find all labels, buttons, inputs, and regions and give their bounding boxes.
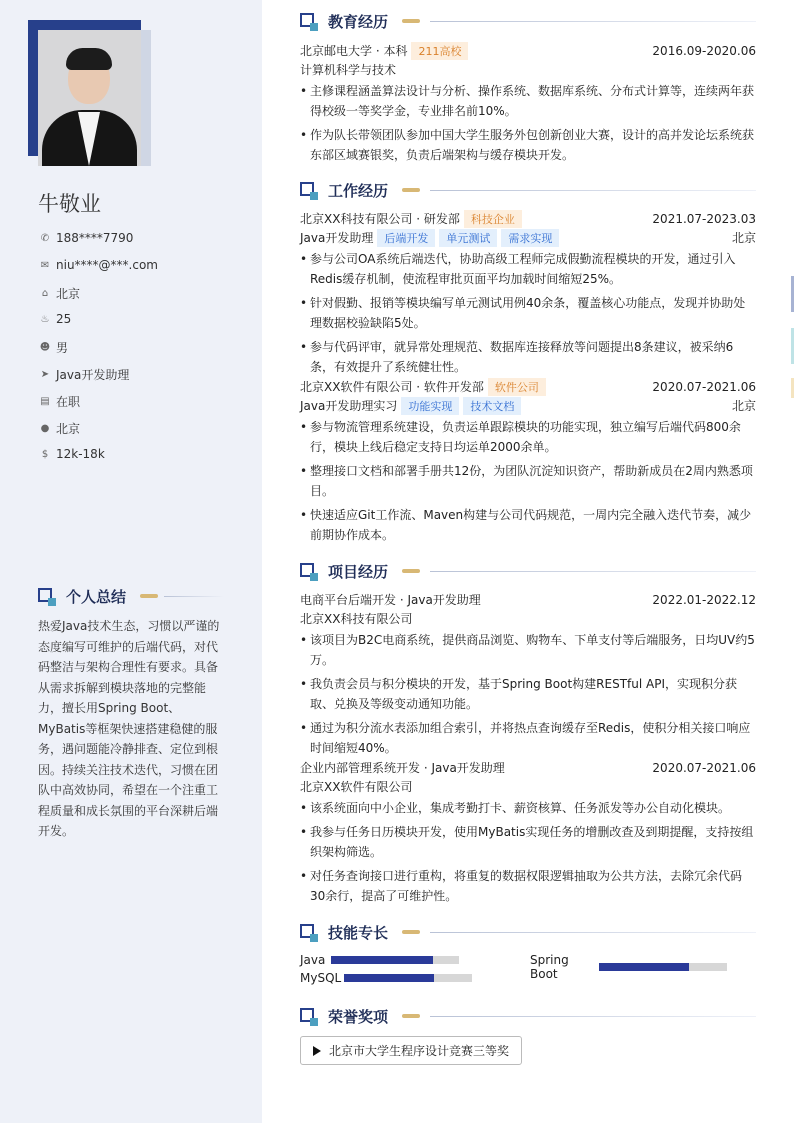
- section-square-icon: [300, 13, 314, 27]
- list-item: • 主修课程涵盖算法设计与分析、操作系统、数据库系统、分布式计算等，连续两年获得校级一等奖学金，专业排名前10%。: [300, 81, 756, 121]
- map-pin-icon: ●: [40, 423, 50, 434]
- section-square-icon: [300, 1008, 314, 1022]
- project-name: 企业内部管理系统开发 · Java开发助理: [300, 761, 505, 775]
- company-tag: 软件公司: [488, 378, 546, 396]
- company-tag: 科技企业: [464, 210, 522, 228]
- section-accent-bar: [402, 188, 420, 192]
- section-square-icon: [300, 924, 314, 938]
- list-item: • 该项目为B2C电商系统，提供商品浏览、购物车、下单支付等后端服务，日均UV约5万。: [300, 630, 756, 670]
- info-salary: $ 12k-18k: [38, 447, 105, 461]
- education-period: 2016.09-2020.06: [652, 43, 756, 58]
- section-divider: [430, 1016, 756, 1017]
- avatar: [38, 30, 141, 166]
- list-item: • 通过为积分流水表添加组合索引，并将热点查询缓存至Redis，使积分相关接口响应时间缩短40%。: [300, 718, 756, 758]
- skill-track: [344, 974, 472, 982]
- coin-icon: $: [41, 448, 49, 460]
- section-accent-bar: [140, 594, 158, 598]
- skill-name: MySQL: [300, 971, 342, 985]
- project-name: 电商平台后端开发 · Java开发助理: [300, 593, 481, 607]
- section-accent-bar: [402, 930, 420, 934]
- list-item: • 我负责会员与积分模块的开发，基于Spring Boot构建RESTful API，实现积分获取、兑换及等级变动通知功能。: [300, 674, 756, 714]
- send-icon: ➤: [40, 369, 50, 380]
- skill-tag: 技术文档: [463, 397, 521, 415]
- info-phone: ✆ 188****7790: [38, 231, 133, 245]
- school-tag: 211高校: [411, 42, 468, 60]
- project-entry: [300, 590, 756, 762]
- company-name: 北京XX软件有限公司 · 软件开发部: [300, 380, 484, 394]
- skill-tag: 功能实现: [401, 397, 459, 415]
- section-square-icon: [300, 563, 314, 577]
- home-icon: ⌂: [41, 288, 49, 299]
- skill-mysql: [300, 971, 472, 985]
- info-intent-city: ● 北京: [38, 420, 80, 437]
- list-item: • 参与物流管理系统建设，负责运单跟踪模块的功能实现，独立编写后端代码800余行，模块上线后稳定支持日均运单2000余单。: [300, 417, 756, 457]
- skill-spring-boot: [530, 953, 727, 981]
- education-title: 教育经历: [328, 13, 389, 31]
- skill-level-bar: [344, 974, 434, 982]
- list-item: • 参与代码评审，就异常处理规范、数据库连接释放等问题提出8条建议，被采纳6条，有效提升了系统健壮性。: [300, 337, 756, 377]
- skill-name: Spring Boot: [530, 953, 569, 981]
- candidate-name: 牛敬业: [38, 192, 101, 216]
- list-item: • 针对假勤、报销等模块编写单元测试用例40余条，覆盖核心功能点，发现并协助处理数据校验缺陷5处。: [300, 293, 756, 333]
- mail-icon: ✉: [40, 259, 50, 271]
- skill-level-bar: [331, 956, 433, 964]
- sidebar: [0, 0, 262, 1123]
- job-role: Java开发助理: [300, 231, 374, 245]
- list-item: • 作为队长带领团队参加中国大学生服务外包创新创业大赛，设计的高并发论坛系统获东部区域赛银奖，负责后端架构与缓存模块开发。: [300, 125, 756, 165]
- section-accent-bar: [402, 1014, 420, 1018]
- work-period: 2021.07-2023.03: [652, 211, 756, 226]
- list-item: • 参与公司OA系统后端迭代，协助高级工程师完成假勤流程模块的开发，通过引入Redis缓存机制，使流程审批页面平均加载时间缩短25%。: [300, 249, 756, 289]
- info-location: ⌂ 北京: [38, 285, 80, 302]
- cake-icon: ♨: [40, 313, 50, 325]
- info-age: ♨ 25: [38, 312, 71, 326]
- list-item: • 对任务查询接口进行重构，将重复的数据权限逻辑抽取为公共方法，去除冗余代码30余行，提高了可维护性。: [300, 866, 756, 906]
- section-square-icon: [38, 588, 52, 602]
- section-divider: [430, 932, 756, 933]
- project-period: 2022.01-2022.12: [652, 592, 756, 607]
- projects-title: 项目经历: [328, 563, 389, 581]
- list-item: • 快速适应Git工作流、Maven构建与公司代码规范，一周内完全融入迭代节奏，减少前期协作成本。: [300, 505, 756, 545]
- honor-item: 北京市大学生程序设计竞赛三等奖: [300, 1036, 522, 1065]
- section-divider: [430, 21, 756, 22]
- summary-text: 热爱Java技术生态，习惯以严谨的态度编写可维护的后端代码，对代码整洁与架构合理性有要求。具备从需求拆解到模块落地的完整能力，擅长用Spring Boot、MyBatis等框架快速搭建稳健的服务，遇问题能冷静排查、定位到根因。持续关注技术迭代，习惯在团队中高效协同，希望在一个注重工程质量和成长氛围的平台深耕后端开发。: [38, 619, 220, 838]
- section-divider: [430, 190, 756, 191]
- briefcase-icon: ▤: [40, 396, 50, 407]
- info-job-intent: ➤ Java开发助理: [38, 366, 129, 383]
- info-email: ✉ niu****@***.com: [38, 258, 158, 272]
- section-square-icon: [300, 182, 314, 196]
- section-accent-bar: [402, 19, 420, 23]
- section-divider: [430, 571, 756, 572]
- honors-title: 荣誉奖项: [328, 1008, 389, 1026]
- section-divider: [164, 596, 224, 597]
- project-period: 2020.07-2021.06: [652, 760, 756, 775]
- skill-level-bar: [599, 963, 689, 971]
- info-gender: ☻ 男: [39, 341, 69, 355]
- skill-java: [300, 953, 459, 967]
- list-item: • 整理接口文档和部署手册共12份，为团队沉淀知识资产，帮助新成员在2周内熟悉项目。: [300, 461, 756, 501]
- skill-track: [599, 963, 727, 971]
- list-item: • 该系统面向中小企业，集成考勤打卡、薪资核算、任务派发等办公自动化模块。: [300, 798, 756, 818]
- skill-track: [331, 956, 459, 964]
- skills-title: 技能专长: [328, 924, 389, 942]
- work-entry: [300, 209, 756, 381]
- skill-tag: 后端开发: [377, 229, 435, 247]
- skill-name: Java: [300, 953, 326, 967]
- major: 计算机科学与技术: [300, 63, 397, 77]
- face-icon: ☻: [39, 342, 51, 353]
- play-icon: [313, 1046, 321, 1056]
- job-role: Java开发助理实习: [300, 399, 398, 413]
- skill-tag: 需求实现: [501, 229, 559, 247]
- list-item: • 我参与任务日历模块开发，使用MyBatis实现任务的增删改查及到期提醒，支持按组织架构筛选。: [300, 822, 756, 862]
- project-org: 北京XX软件有限公司: [300, 780, 413, 794]
- work-entry: [300, 377, 756, 549]
- work-period: 2020.07-2021.06: [652, 379, 756, 394]
- summary-title: 个人总结: [66, 588, 127, 606]
- school-name: 北京邮电大学 · 本科: [300, 44, 408, 58]
- project-entry: [300, 758, 756, 910]
- education-entry: [300, 41, 756, 169]
- project-org: 北京XX科技有限公司: [300, 612, 413, 626]
- section-accent-bar: [402, 569, 420, 573]
- job-city: 北京: [731, 231, 756, 245]
- info-status: ▤ 在职: [38, 393, 80, 410]
- work-title: 工作经历: [328, 182, 389, 200]
- company-name: 北京XX科技有限公司 · 研发部: [300, 212, 460, 226]
- job-city: 北京: [731, 399, 756, 413]
- phone-icon: ✆: [40, 232, 50, 244]
- skill-tag: 单元测试: [439, 229, 497, 247]
